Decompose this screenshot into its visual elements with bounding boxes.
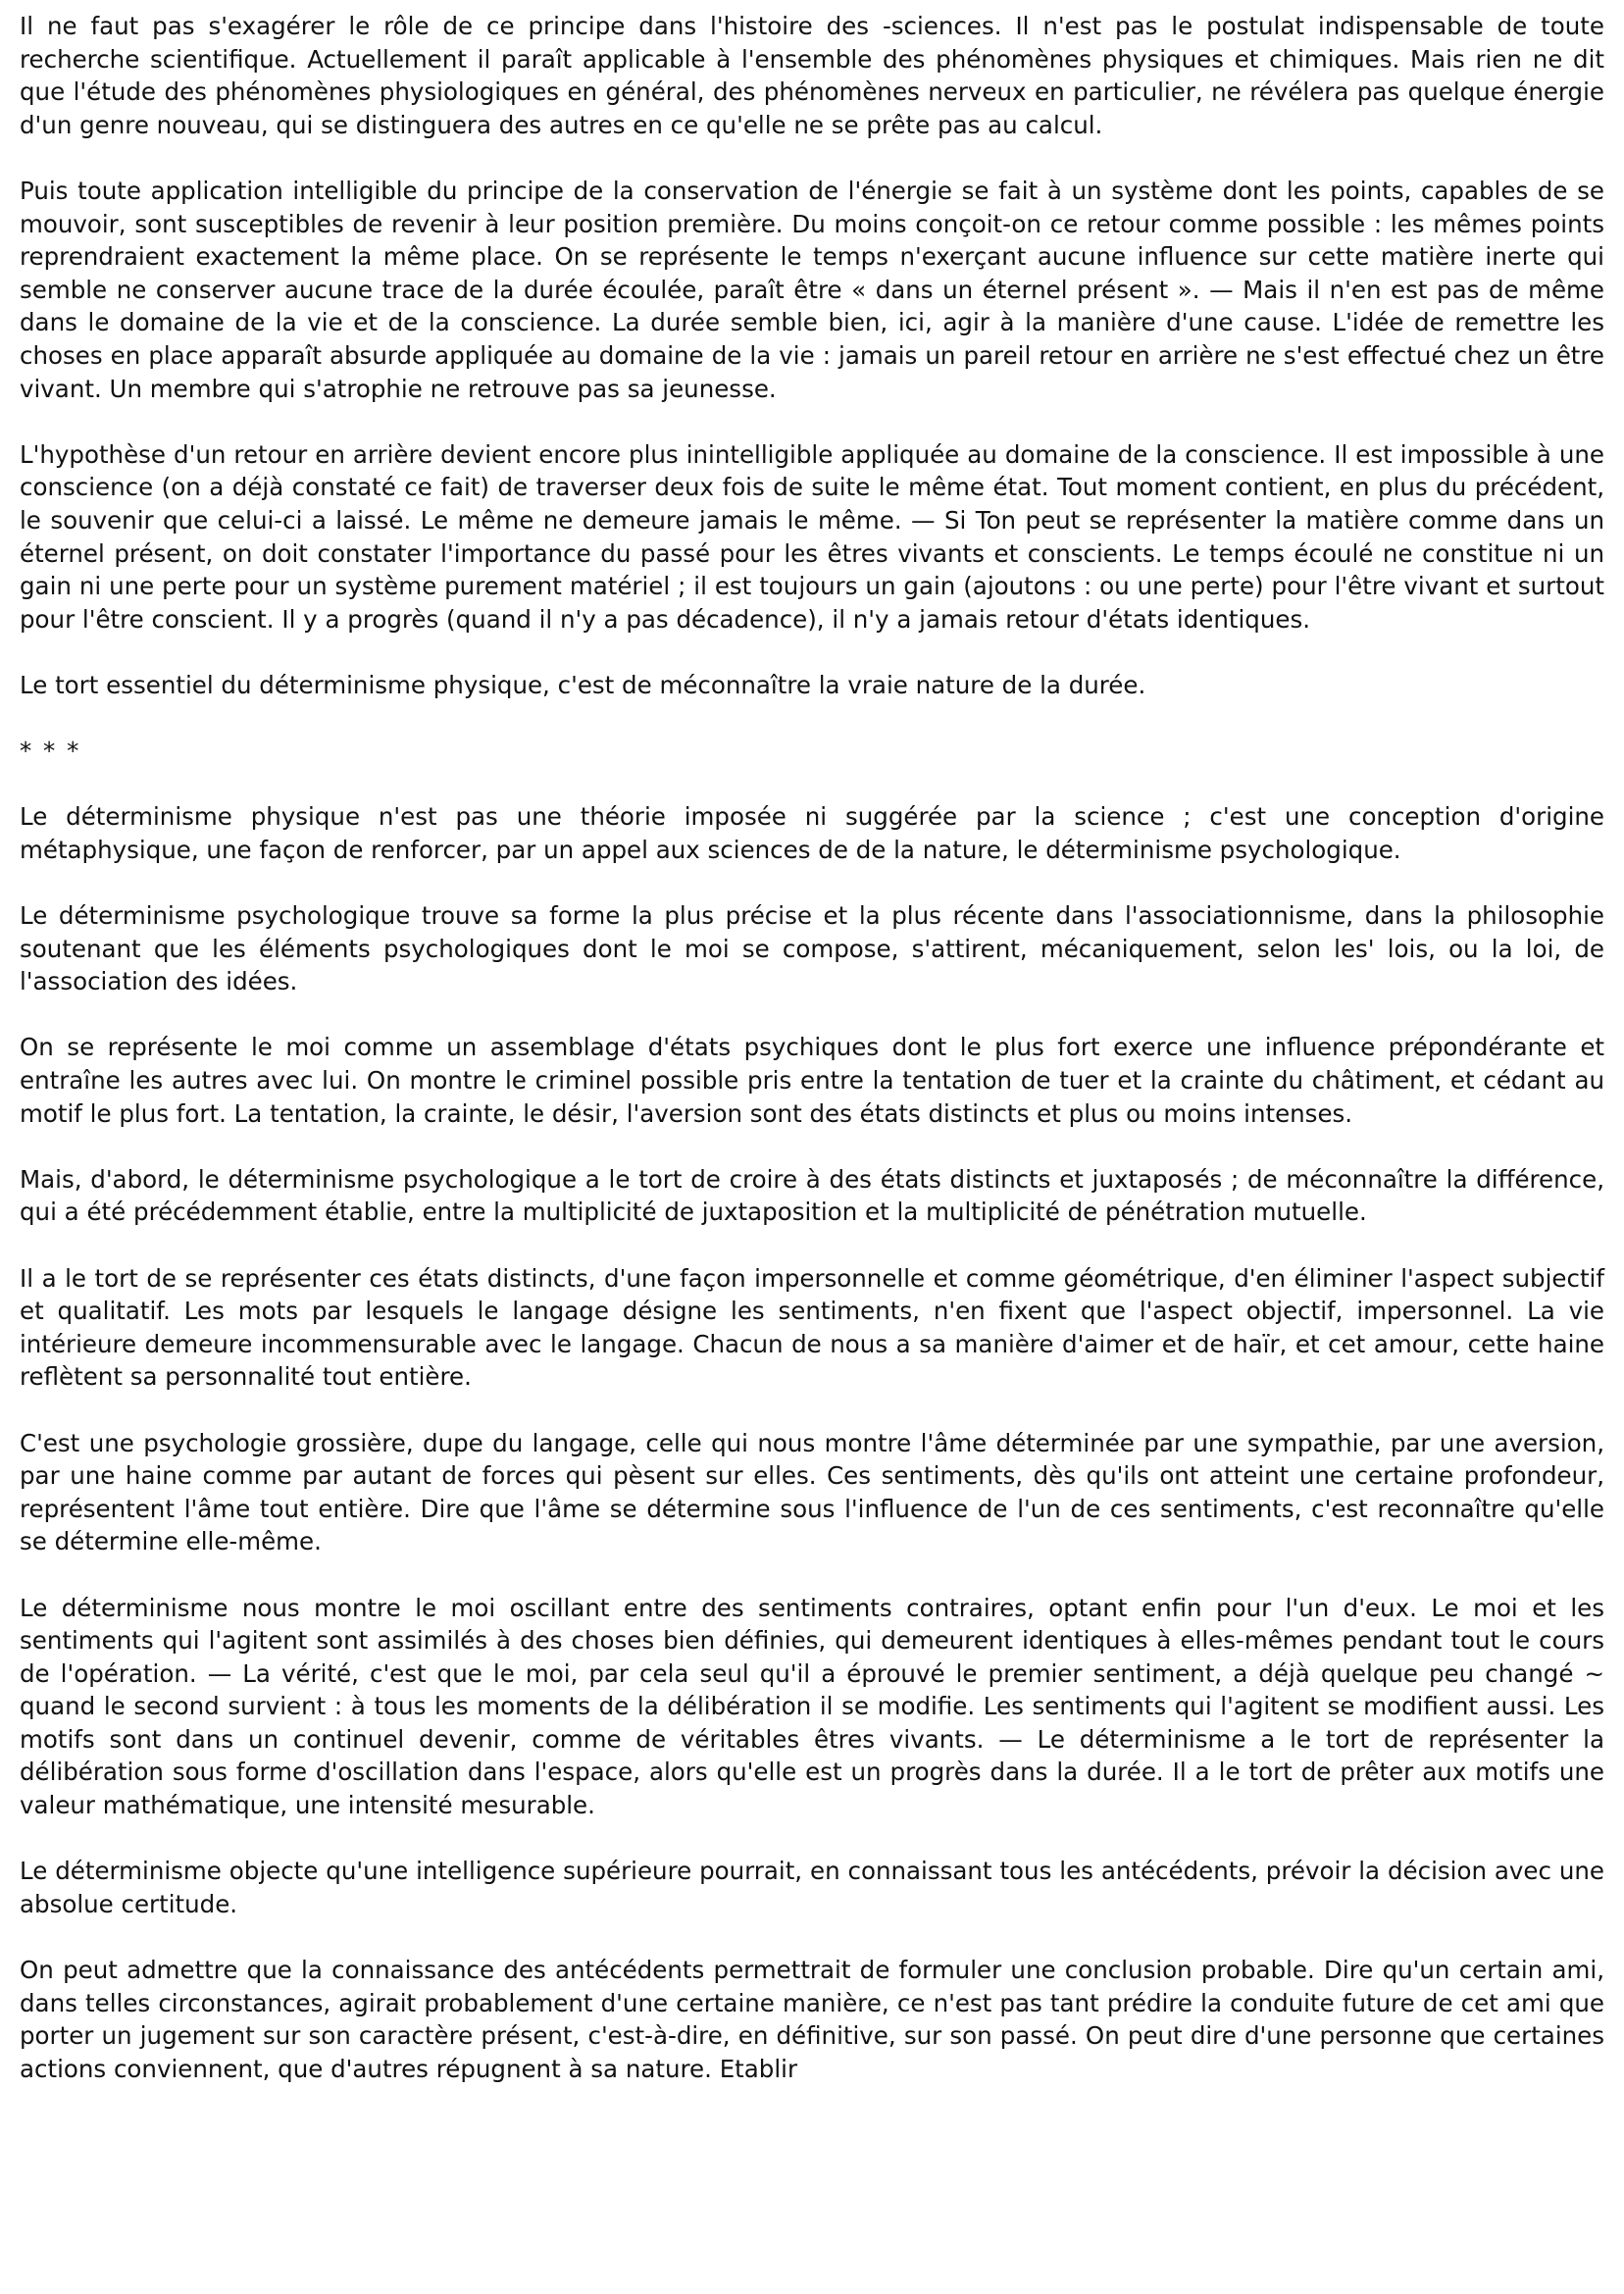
paragraph: Le déterminisme physique n'est pas une théorie imposée ni suggérée par la science ; c'est une conception d'origine métaphysique, une façon de renforcer, par un appel aux sciences de de la nature, le déterminisme psychologique. [20, 802, 1604, 864]
paragraph: C'est une psychologie grossière, dupe du langage, celle qui nous montre l'âme déterminée par une sympathie, par une aversion, par une haine comme par autant de forces qui pèsent sur elles. Ces sentiments, dès qu'ils ont atteint une certaine profondeur, représentent l'âme tout entière. Dire que l'âme se détermine sous l'influence de l'un de ces sentiments, c'est reconnaître qu'elle se détermine elle-même. [20, 1428, 1604, 1556]
paragraph: On peut admettre que la connaissance des antécédents permettrait de formuler une conclusion probable. Dire qu'un certain ami, dans telles circonstances, agirait probablement d'une certaine manière, ce n'est pas tant prédire la conduite future de cet ami que porter un jugement sur son caractère présent, c'est-à-dire, en définitive, sur son passé. On peut dire d'une personne que certaines actions conviennent, que d'autres répugnent à sa nature. Etablir [20, 1956, 1604, 2083]
paragraph: On se représente le moi comme un assemblage d'états psychiques dont le plus fort exerce une influence prépondérante et entraîne les autres avec lui. On montre le criminel possible pris entre la tentation de tuer et la crainte du châtiment, et cédant au motif le plus fort. La tentation, la crainte, le désir, l'aversion sont des états distincts et plus ou moins intenses. [20, 1033, 1604, 1128]
paragraph: Le déterminisme psychologique trouve sa forme la plus précise et la plus récente dans l'associationnisme, dans la philosophie soutenant que les éléments psychologiques dont le moi se compose, s'attirent, mécaniquement, selon les' lois, ou la loi, de l'association des idées. [20, 901, 1604, 996]
section-separator: * * * [20, 737, 81, 766]
paragraph: L'hypothèse d'un retour en arrière devient encore plus inintelligible appliquée au domaine de la conscience. Il est impossible à une conscience (on a déjà constaté ce fait) de traverser deux fois de suite le même état. Tout moment contient, en plus du précédent, le souvenir que celui-ci a laissé. Le même ne demeure jamais le même. — Si Ton peut se représenter la matière comme dans un éternel présent, on doit constater l'importance du passé pour les êtres vivants et conscients. Le temps écoulé ne constitue ni un gain ni une perte pour un système purement matériel ; il est toujours un gain (ajoutons : ou une perte) pour l'être vivant et surtout pour l'être conscient. Il y a progrès (quand il n'y a pas décadence), il n'y a jamais retour d'états identiques. [20, 439, 1604, 634]
paragraph: Le déterminisme nous montre le moi oscillant entre des sentiments contraires, optant enfin pour l'un d'eux. Le moi et les sentiments qui l'agitent sont assimilés à des choses bien définies, qui demeurent identiques à elles-mêmes pendant tout le cours de l'opération. — La vérité, c'est que le moi, par cela seul qu'il a éprouvé le premier sentiment, a déjà quelque peu changé ~ quand le second survient : à tous les moments de la délibération il se modifie. Les sentiments qui l'agitent se modifient aussi. Les motifs sont dans un continuel devenir, comme de véritables êtres vivants. — Le déterminisme a le tort de représenter la délibération sous forme d'oscillation dans l'espace, alors qu'elle est un progrès dans la durée. Il a le tort de prêter aux motifs une valeur mathématique, une intensité mesurable. [20, 1593, 1604, 1820]
paragraph: Le déterminisme objecte qu'une intelligence supérieure pourrait, en connaissant tous les antécédents, prévoir la décision avec une absolue certitude. [20, 1857, 1604, 1918]
paragraph: Puis toute application intelligible du principe de la conservation de l'énergie se fait à un système dont les points, capables de se mouvoir, sont susceptibles de revenir à leur position première. Du moins conçoit-on ce retour comme possible : les mêmes points reprendraient exactement la même place. On se représente le temps n'exerçant aucune influence sur cette matière inerte qui semble ne conserver aucune trace de la durée écoulée, paraît être « dans un éternel présent ». — Mais il n'en est pas de même dans le domaine de la vie et de la conscience. La durée semble bien, ici, agir à la manière d'une cause. L'idée de remettre les choses en place apparaît absurde appliquée au domaine de la vie : jamais un pareil retour en arrière ne s'est effectué chez un être vivant. Un membre qui s'atrophie ne retrouve pas sa jeunesse. [20, 176, 1604, 403]
paragraph: Il ne faut pas s'exagérer le rôle de ce principe dans l'histoire des -sciences. Il n'est pas le postulat indispensable de toute recherche scientifique. Actuellement il paraît applicable à l'ensemble des phénomènes physiques et chimiques. Mais rien ne dit que l'étude des phénomènes physiologiques en général, des phénomènes nerveux en particulier, ne révélera pas quelque énergie d'un genre nouveau, qui se distinguera des autres en ce qu'elle ne se prête pas au calcul. [20, 12, 1604, 139]
paragraph: Mais, d'abord, le déterminisme psychologique a le tort de croire à des états distincts et juxtaposés ; de méconnaître la différence, qui a été précédemment établie, entre la multiplicité de juxtaposition et la multiplicité de pénétration mutuelle. [20, 1164, 1604, 1227]
paragraph: Il a le tort de se représenter ces états distincts, d'une façon impersonnelle et comme géométrique, d'en éliminer l'aspect subjectif et qualitatif. Les mots par lesquels le langage désigne les sentiments, n'en fixent que l'aspect objectif, impersonnel. La vie intérieure demeure incommensurable avec le langage. Chacun de nous a sa manière d'aimer et de haïr, et cet amour, cette haine reflètent sa personnalité tout entière. [20, 1263, 1604, 1392]
paragraph: Le tort essentiel du déterminisme physique, c'est de méconnaître la vraie nature de la durée. [20, 670, 1146, 699]
document-body [20, 10, 1604, 2118]
